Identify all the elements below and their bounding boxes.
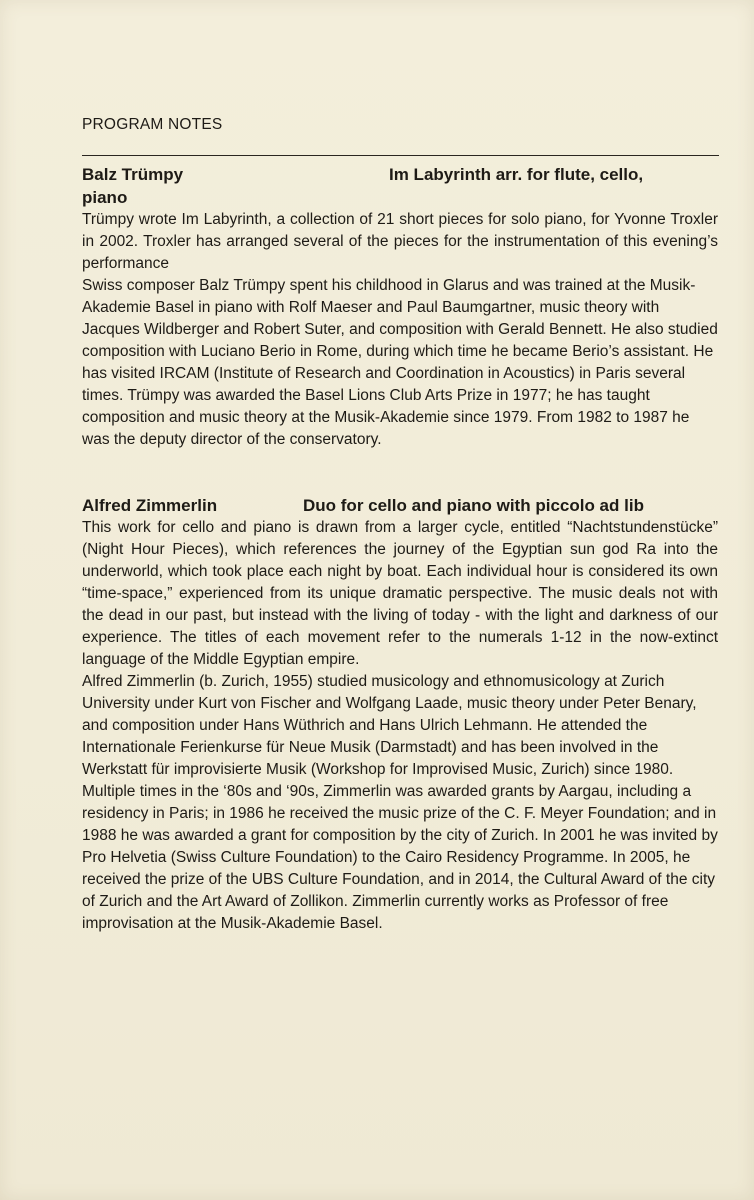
work-description: This work for cello and piano is drawn from a larger cycle, entitled “Nachtstundenstücke” (Night Hour Pieces), which references the journey of the Egyptian sun god Ra into the underworld, which took place each night by boat. Each individual hour is considered its own “time-space,” experienced from its unique dramatic perspective. The music deals not with the dead in our past, but instead with the living of today - with the light and darkness of our experience. The titles of each movement refer to the numerals 1-12 in the now-extinct language of the Middle Egyptian empire. (82, 519, 718, 668)
page-header: PROGRAM NOTES (82, 116, 223, 133)
section-heading (82, 494, 718, 517)
composer-biography: Alfred Zimmerlin (b. Zurich, 1955) studied musicology and ethnomusicology at Zurich University under Kurt von Fischer and Wolfgang Laade, music theory under Peter Benary, and composition under Hans Wüthrich and Hans Ulrich Lehmann. He attended the Internationale Ferienkurse für Neue Musik (Darmstadt) and has been involved in the Werkstatt für improvisierte Musik (Workshop for Improvised Music, Zurich) since 1980. Multiple times in the ‘80s and ‘90s, Zimmerlin was awarded grants by Aargau, including a residency in Paris; in 1986 he received the music prize of the C. F. Meyer Foundation; and in 1988 he was awarded a grant for composition by the city of Zurich. In 2001 he was invited by Pro Helvetia (Swiss Culture Foundation) to the Cairo Residency Programme. In 2005, he received the prize of the UBS Culture Foundation, and in 2014, the Cultural Award of the city of Zurich and the Art Award of Zollikon. Zimmerlin currently works as Professor of free improvisation at the Musik-Akademie Basel. (82, 673, 718, 932)
section-heading (82, 163, 718, 209)
composer-name: Alfred Zimmerlin (82, 496, 218, 515)
work-title: Im Labyrinth arr. for flute, cello, (389, 165, 644, 184)
work-title: Duo for cello and piano with piccolo ad lib (303, 496, 644, 515)
composer-name: Balz Trümpy (82, 165, 184, 184)
work-title-continued: piano (82, 188, 128, 207)
section-zimmerlin (82, 494, 718, 935)
section-trumpy (82, 163, 718, 451)
composer-biography: Swiss composer Balz Trümpy spent his childhood in Glarus and was trained at the Musik-Akademie Basel in piano with Rolf Maeser and Paul Baumgartner, music theory with Jacques Wildberger and Robert Suter, and composition with Gerald Bennett. He also studied composition with Luciano Berio in Rome, during which time he became Berio’s assistant. He has visited IRCAM (Institute of Research and Coordination in Acoustics) in Paris several times. Trümpy was awarded the Basel Lions Club Arts Prize in 1977; he has taught composition and music theory at the Musik-Akademie since 1979. From 1982 to 1987 he was the deputy director of the conservatory. (82, 277, 718, 448)
work-description: Trümpy wrote Im Labyrinth, a collection of 21 short pieces for solo piano, for Yvonne Troxler in 2002. Troxler has arranged several of the pieces for the instrumentation of this evening’s performance (82, 211, 718, 272)
header-divider (82, 155, 719, 156)
